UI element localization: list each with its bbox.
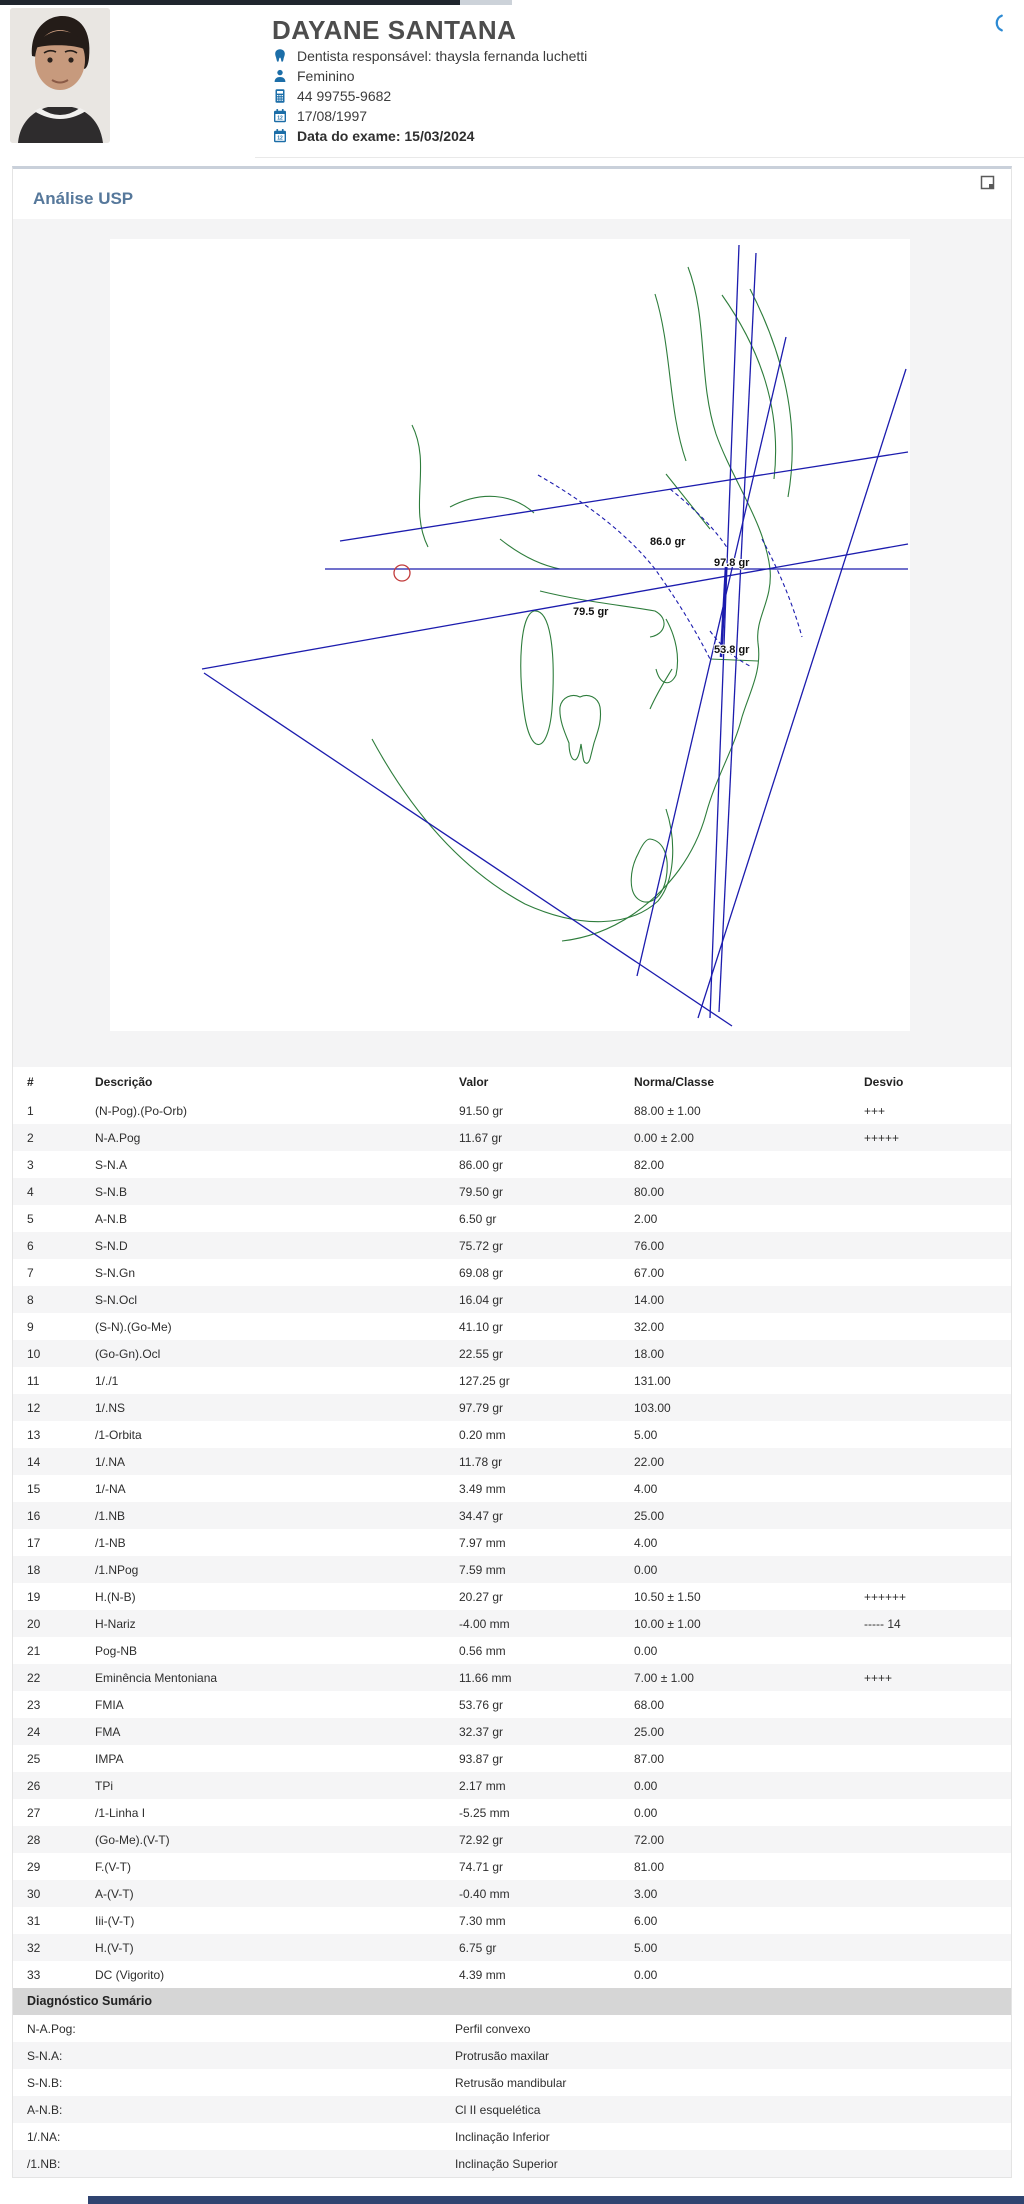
row-value: 79.50 gr xyxy=(459,1184,504,1199)
row-number: 9 xyxy=(27,1319,34,1334)
row-number: 26 xyxy=(27,1778,41,1793)
table-row xyxy=(13,1421,1011,1448)
table-row xyxy=(13,1583,1011,1610)
table-row xyxy=(13,1529,1011,1556)
row-value: 74.71 gr xyxy=(459,1859,504,1874)
summary-row xyxy=(13,2069,1011,2096)
row-description: (Go-Gn).Ocl xyxy=(95,1346,161,1361)
row-norm: 10.00 ± 1.00 xyxy=(634,1616,701,1631)
summary-value: Inclinação Superior xyxy=(455,2156,558,2171)
diagnostic-summary xyxy=(13,1988,1011,2177)
row-deviation xyxy=(860,1367,1011,1394)
table-row xyxy=(13,1853,1011,1880)
cephalometric-tracing xyxy=(110,239,910,1031)
row-norm: 80.00 xyxy=(634,1184,665,1199)
row-deviation xyxy=(860,1232,1011,1259)
row-deviation xyxy=(860,1826,1011,1853)
row-deviation xyxy=(860,1745,1011,1772)
phone-row xyxy=(272,86,1024,106)
summary-row xyxy=(13,2096,1011,2123)
row-number: 10 xyxy=(27,1346,41,1361)
row-deviation xyxy=(860,1718,1011,1745)
tracing-section xyxy=(13,219,1011,1067)
row-deviation xyxy=(860,1313,1011,1340)
row-value: 69.08 gr xyxy=(459,1265,504,1280)
summary-label: S-N.A: xyxy=(27,2048,63,2063)
row-deviation xyxy=(860,1475,1011,1502)
column-header-deviation: Desvio xyxy=(864,1075,904,1089)
row-description: S-N.D xyxy=(95,1238,128,1253)
row-description: Iii-(V-T) xyxy=(95,1913,135,1928)
row-deviation xyxy=(860,1853,1011,1880)
summary-row xyxy=(13,2123,1011,2150)
row-deviation: ++++++ xyxy=(864,1589,907,1604)
row-number: 30 xyxy=(27,1886,41,1901)
row-number: 12 xyxy=(27,1400,41,1415)
row-deviation xyxy=(860,1934,1011,1961)
row-description: A-N.B xyxy=(95,1211,128,1226)
row-number: 29 xyxy=(27,1859,41,1874)
summary-row xyxy=(13,2015,1011,2042)
table-row xyxy=(13,1178,1011,1205)
column-header-description: Descrição xyxy=(95,1075,153,1089)
row-value: -4.00 mm xyxy=(459,1616,510,1631)
row-value: 32.37 gr xyxy=(459,1724,504,1739)
row-number: 8 xyxy=(27,1292,34,1307)
row-description: A-(V-T) xyxy=(95,1886,134,1901)
row-number: 25 xyxy=(27,1751,41,1766)
row-description: DC (Vigorito) xyxy=(95,1967,165,1982)
row-norm: 18.00 xyxy=(634,1346,665,1361)
row-deviation xyxy=(860,1151,1011,1178)
row-deviation: +++ xyxy=(864,1103,886,1118)
row-number: 22 xyxy=(27,1670,41,1685)
row-number: 2 xyxy=(27,1130,34,1145)
table-row xyxy=(13,1961,1011,1988)
phone-label: 44 99755-9682 xyxy=(297,88,392,104)
table-row xyxy=(13,1772,1011,1799)
row-description: /1-Orbita xyxy=(95,1427,142,1442)
row-value: 16.04 gr xyxy=(459,1292,504,1307)
summary-label: /1.NB: xyxy=(27,2156,61,2171)
row-number: 13 xyxy=(27,1427,41,1442)
row-description: (Go-Me).(V-T) xyxy=(95,1832,170,1847)
moon-icon xyxy=(988,12,1010,34)
table-row xyxy=(13,1340,1011,1367)
row-norm: 88.00 ± 1.00 xyxy=(634,1103,701,1118)
row-description: H.(N-B) xyxy=(95,1589,136,1604)
table-row xyxy=(13,1880,1011,1907)
row-value: 53.76 gr xyxy=(459,1697,504,1712)
row-number: 5 xyxy=(27,1211,34,1226)
row-number: 7 xyxy=(27,1265,34,1280)
row-value: 11.78 gr xyxy=(459,1454,503,1469)
row-norm: 4.00 xyxy=(634,1535,658,1550)
patient-photo-placeholder xyxy=(10,8,110,143)
table-row xyxy=(13,1907,1011,1934)
row-norm: 5.00 xyxy=(634,1940,658,1955)
calendar-icon xyxy=(272,108,288,124)
row-norm: 0.00 xyxy=(634,1643,658,1658)
table-row xyxy=(13,1259,1011,1286)
row-value: 72.92 gr xyxy=(459,1832,504,1847)
row-norm: 72.00 xyxy=(634,1832,665,1847)
row-norm: 103.00 xyxy=(634,1400,671,1415)
row-value: 91.50 gr xyxy=(459,1103,504,1118)
patient-header xyxy=(0,0,1024,158)
row-value: 86.00 gr xyxy=(459,1157,504,1172)
table-row xyxy=(13,1232,1011,1259)
patient-photo xyxy=(10,8,110,143)
row-description: H.(V-T) xyxy=(95,1940,134,1955)
card-header xyxy=(13,169,1011,219)
angle-label: 97.8 gr xyxy=(714,557,750,569)
row-description: Eminência Mentoniana xyxy=(95,1670,218,1685)
row-norm: 0.00 xyxy=(634,1967,658,1982)
exam-date-label: Data do exame: 15/03/2024 xyxy=(297,128,475,144)
table-row xyxy=(13,1448,1011,1475)
row-number: 19 xyxy=(27,1589,41,1604)
row-deviation xyxy=(860,1691,1011,1718)
angle-label: 79.5 gr xyxy=(573,606,609,618)
row-norm: 0.00 xyxy=(634,1778,658,1793)
row-number: 33 xyxy=(27,1967,41,1982)
row-value: 22.55 gr xyxy=(459,1346,504,1361)
row-deviation xyxy=(860,1880,1011,1907)
row-description: /1.NPog xyxy=(95,1562,139,1577)
row-norm: 32.00 xyxy=(634,1319,665,1334)
row-deviation: +++++ xyxy=(864,1130,900,1145)
row-norm: 4.00 xyxy=(634,1481,658,1496)
row-deviation xyxy=(860,1340,1011,1367)
row-value: 3.49 mm xyxy=(459,1481,506,1496)
gender-row xyxy=(272,66,1024,86)
usp-analysis-card xyxy=(12,166,1012,2178)
angle-label: 53.8 gr xyxy=(714,644,750,656)
angle-label: 86.0 gr xyxy=(650,536,686,548)
row-value: 0.56 mm xyxy=(459,1643,506,1658)
row-description: (S-N).(Go-Me) xyxy=(95,1319,172,1334)
calendar-icon xyxy=(272,128,288,144)
table-row xyxy=(13,1934,1011,1961)
row-description: 1/-NA xyxy=(95,1481,126,1496)
row-norm: 25.00 xyxy=(634,1724,665,1739)
summary-value: Perfil convexo xyxy=(455,2021,531,2036)
phone-icon xyxy=(272,88,288,104)
row-deviation: ++++ xyxy=(864,1670,893,1685)
table-row xyxy=(13,1664,1011,1691)
row-norm: 67.00 xyxy=(634,1265,665,1280)
row-deviation xyxy=(860,1286,1011,1313)
row-number: 23 xyxy=(27,1697,41,1712)
table-header-row xyxy=(13,1067,1011,1097)
row-value: 4.39 mm xyxy=(459,1967,506,1982)
row-description: S-N.Gn xyxy=(95,1265,136,1280)
table-row xyxy=(13,1394,1011,1421)
row-number: 28 xyxy=(27,1832,41,1847)
row-norm: 3.00 xyxy=(634,1886,658,1901)
table-row xyxy=(13,1610,1011,1637)
row-number: 17 xyxy=(27,1535,41,1550)
page-title: Análise USP xyxy=(33,189,134,208)
column-header-value: Valor xyxy=(459,1075,489,1089)
svg-text:12: 12 xyxy=(277,135,283,142)
row-deviation xyxy=(860,1772,1011,1799)
summary-title: Diagnóstico Sumário xyxy=(13,1988,1011,2015)
row-description: /1-NB xyxy=(95,1535,126,1550)
row-deviation xyxy=(860,1394,1011,1421)
row-description: N-A.Pog xyxy=(95,1130,141,1145)
theme-toggle-button[interactable] xyxy=(988,12,1010,34)
row-description: 1/./1 xyxy=(95,1373,119,1388)
summary-value: Protrusão maxilar xyxy=(455,2048,550,2063)
row-value: 34.47 gr xyxy=(459,1508,504,1523)
row-deviation xyxy=(860,1556,1011,1583)
row-deviation xyxy=(860,1529,1011,1556)
row-number: 1 xyxy=(27,1103,34,1118)
table-row xyxy=(13,1556,1011,1583)
summary-label: N-A.Pog: xyxy=(27,2021,76,2036)
row-deviation xyxy=(860,1799,1011,1826)
row-number: 32 xyxy=(27,1940,41,1955)
summary-label: 1/.NA: xyxy=(27,2129,61,2144)
row-description: FMIA xyxy=(95,1697,124,1712)
row-description: FMA xyxy=(95,1724,121,1739)
row-description: F.(V-T) xyxy=(95,1859,131,1874)
row-deviation xyxy=(860,1421,1011,1448)
row-norm: 0.00 xyxy=(634,1562,658,1577)
row-norm: 131.00 xyxy=(634,1373,671,1388)
row-value: 127.25 gr xyxy=(459,1373,510,1388)
row-description: /1.NB xyxy=(95,1508,126,1523)
row-value: 6.50 gr xyxy=(459,1211,497,1226)
row-deviation xyxy=(860,1502,1011,1529)
row-deviation xyxy=(860,1961,1011,1988)
row-value: 93.87 gr xyxy=(459,1751,504,1766)
header-divider xyxy=(255,157,1024,158)
table-row xyxy=(13,1637,1011,1664)
row-number: 20 xyxy=(27,1616,41,1631)
table-row xyxy=(13,1475,1011,1502)
svg-text:12: 12 xyxy=(277,115,283,122)
dentist-label: Dentista responsável: thaysla fernanda luchetti xyxy=(297,48,588,64)
gender-label: Feminino xyxy=(297,68,355,84)
dentist-row xyxy=(272,46,1024,66)
row-number: 3 xyxy=(27,1157,34,1172)
summary-row xyxy=(13,2042,1011,2069)
row-description: 1/.NS xyxy=(95,1400,126,1415)
row-norm: 87.00 xyxy=(634,1751,665,1766)
summary-label: A-N.B: xyxy=(27,2102,63,2117)
row-norm: 0.00 ± 2.00 xyxy=(634,1130,694,1145)
row-value: 7.97 mm xyxy=(459,1535,506,1550)
row-description: S-N.Ocl xyxy=(95,1292,137,1307)
row-norm: 10.50 ± 1.50 xyxy=(634,1589,701,1604)
row-value: 2.17 mm xyxy=(459,1778,506,1793)
row-description: S-N.A xyxy=(95,1157,128,1172)
row-value: -5.25 mm xyxy=(459,1805,510,1820)
row-description: 1/.NA xyxy=(95,1454,126,1469)
row-number: 14 xyxy=(27,1454,41,1469)
trace-red-marker xyxy=(394,565,410,581)
row-deviation xyxy=(860,1907,1011,1934)
bottom-partial-bar xyxy=(88,2196,1024,2204)
row-norm: 0.00 xyxy=(634,1805,658,1820)
table-row xyxy=(13,1205,1011,1232)
row-value: 7.59 mm xyxy=(459,1562,506,1577)
tooth-icon xyxy=(272,48,288,64)
summary-value: Inclinação Inferior xyxy=(455,2129,550,2144)
summary-value: Retrusão mandibular xyxy=(455,2075,567,2090)
table-row xyxy=(13,1799,1011,1826)
summary-row xyxy=(13,2150,1011,2177)
row-description: Pog-NB xyxy=(95,1643,138,1658)
row-deviation xyxy=(860,1178,1011,1205)
row-value: 20.27 gr xyxy=(459,1589,504,1604)
row-description: (N-Pog).(Po-Orb) xyxy=(95,1103,188,1118)
row-number: 4 xyxy=(27,1184,34,1199)
row-norm: 82.00 xyxy=(634,1157,665,1172)
row-description: H-Nariz xyxy=(95,1616,136,1631)
row-description: TPi xyxy=(95,1778,113,1793)
row-norm: 68.00 xyxy=(634,1697,665,1712)
column-header-number: # xyxy=(27,1075,34,1089)
row-norm: 5.00 xyxy=(634,1427,658,1442)
row-number: 27 xyxy=(27,1805,41,1820)
row-value: 97.79 gr xyxy=(459,1400,504,1415)
row-value: -0.40 mm xyxy=(459,1886,510,1901)
row-number: 21 xyxy=(27,1643,41,1658)
patient-info xyxy=(272,8,1024,146)
row-number: 6 xyxy=(27,1238,34,1253)
row-number: 15 xyxy=(27,1481,41,1496)
row-number: 11 xyxy=(27,1373,40,1388)
row-value: 0.20 mm xyxy=(459,1427,506,1442)
trace-analysis-lines xyxy=(202,245,908,1026)
row-deviation xyxy=(860,1448,1011,1475)
summary-label: S-N.B: xyxy=(27,2075,63,2090)
cephalometric-tracing-image xyxy=(110,239,910,1031)
exam-date-row xyxy=(272,126,1024,146)
row-value: 75.72 gr xyxy=(459,1238,504,1253)
row-norm: 6.00 xyxy=(634,1913,658,1928)
measurements-table xyxy=(13,1067,1011,1988)
table-row xyxy=(13,1124,1011,1151)
summary-rows xyxy=(13,2015,1011,2177)
row-description: S-N.B xyxy=(95,1184,128,1199)
table-row xyxy=(13,1286,1011,1313)
person-icon xyxy=(272,68,288,84)
row-norm: 76.00 xyxy=(634,1238,665,1253)
trace-anatomy-outlines xyxy=(372,267,792,941)
row-description: IMPA xyxy=(95,1751,124,1766)
table-row xyxy=(13,1367,1011,1394)
row-norm: 22.00 xyxy=(634,1454,665,1469)
table-row xyxy=(13,1097,1011,1124)
table-row xyxy=(13,1151,1011,1178)
row-deviation xyxy=(860,1205,1011,1232)
row-deviation xyxy=(860,1259,1011,1286)
patient-name: DAYANE SANTANA xyxy=(272,15,517,45)
table-row xyxy=(13,1691,1011,1718)
row-value: 7.30 mm xyxy=(459,1913,506,1928)
table-row xyxy=(13,1745,1011,1772)
table-row xyxy=(13,1718,1011,1745)
row-value: 41.10 gr xyxy=(459,1319,504,1334)
row-number: 18 xyxy=(27,1562,41,1577)
row-norm: 14.00 xyxy=(634,1292,665,1307)
row-number: 16 xyxy=(27,1508,41,1523)
row-value: 11.67 gr xyxy=(459,1130,503,1145)
birthdate-row xyxy=(272,106,1024,126)
table-row xyxy=(13,1313,1011,1340)
expand-icon xyxy=(980,175,995,190)
row-value: 6.75 gr xyxy=(459,1940,497,1955)
expand-button[interactable] xyxy=(980,175,995,190)
row-norm: 25.00 xyxy=(634,1508,665,1523)
row-number: 31 xyxy=(27,1913,41,1928)
table-row xyxy=(13,1826,1011,1853)
row-norm: 7.00 ± 1.00 xyxy=(634,1670,694,1685)
summary-value: Cl II esquelética xyxy=(455,2102,541,2117)
row-norm: 2.00 xyxy=(634,1211,658,1226)
table-row xyxy=(13,1502,1011,1529)
row-number: 24 xyxy=(27,1724,41,1739)
row-deviation: ----- 14 xyxy=(864,1616,901,1631)
row-deviation xyxy=(860,1637,1011,1664)
row-value: 11.66 mm xyxy=(459,1670,512,1685)
row-norm: 81.00 xyxy=(634,1859,665,1874)
row-description: /1-Linha I xyxy=(95,1805,146,1820)
birthdate-label: 17/08/1997 xyxy=(297,108,368,124)
column-header-norm: Norma/Classe xyxy=(634,1075,715,1089)
